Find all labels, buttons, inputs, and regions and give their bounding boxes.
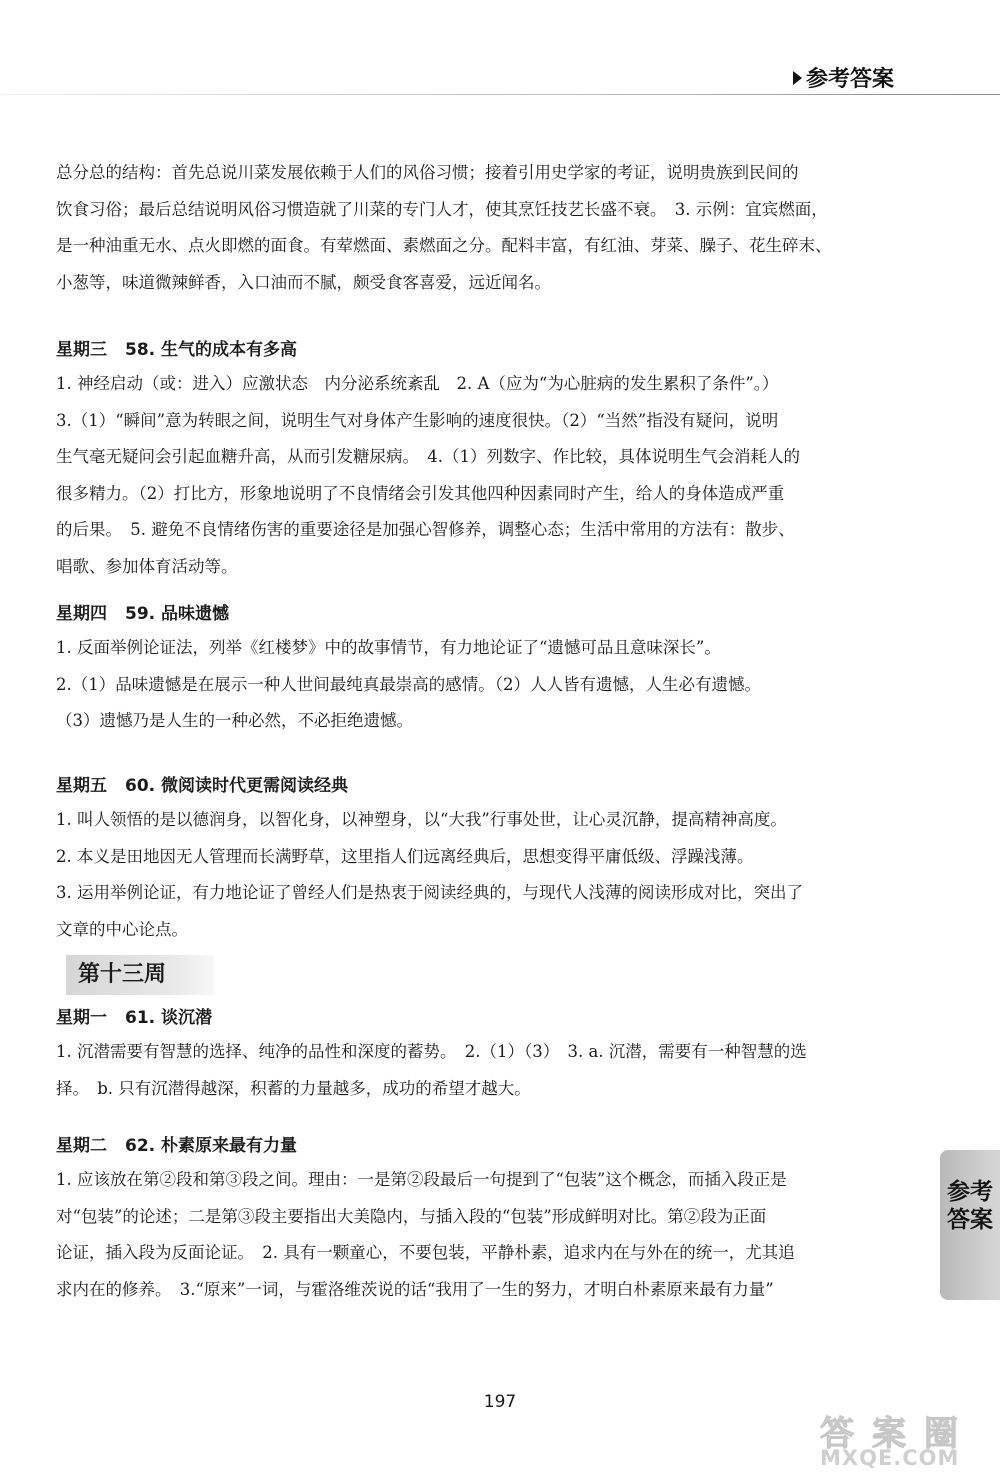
- intro-paragraph: [56, 155, 886, 301]
- text-line: （3）遗憾乃是人生的一种必然，不必拒绝遗憾。: [56, 711, 413, 730]
- section-heading: [56, 334, 886, 366]
- section-day: 星期四: [56, 604, 107, 624]
- header-tag-label: 参考答案: [805, 67, 894, 92]
- text-line: 生气毫无疑问会引起血糖升高，从而引发糖尿病。 4.（1）列数字、作比较，具体说明生气会消耗人的: [56, 447, 800, 466]
- section-day: 星期五: [56, 776, 107, 796]
- side-tab-text: 参考: [947, 1179, 993, 1205]
- text-line: 对“包装”的论述；二是第③段主要指出大美隐内，与插入段的“包装”形成鲜明对比。第②段为正面: [56, 1206, 767, 1226]
- text-line: 是一种油重无水、点火即燃的面食。有荤燃面、素燃面之分。配料丰富，有红油、芽菜、臊子、花生碎末、: [56, 236, 832, 255]
- text-line: 1. 应该放在第②段和第③段之间。理由：一是第②段最后一句提到了“包装”这个概念，而插入段正是: [56, 1170, 787, 1189]
- answer-section: [56, 598, 886, 740]
- text-line: 文章的中心论点。: [56, 919, 188, 939]
- watermark-logo: [816, 1404, 986, 1476]
- section-day: 星期三: [56, 340, 107, 360]
- watermark-char: 答: [820, 1414, 854, 1454]
- section-day: 星期二: [56, 1136, 107, 1156]
- text-line: 1. 叫人领悟的是以德润身，以智化身，以神塑身，以“大我”行事处世，让心灵沉静，提高精神高度。: [56, 810, 787, 829]
- text-line: 唱歌、参加体育活动等。: [56, 556, 238, 576]
- text-line: 总分总的结构：首先总说川菜发展依赖于人们的风俗习惯；接着引用史学家的考证，说明贵族到民间的: [56, 163, 799, 182]
- text-line: 小葱等，味道微辣鲜香，入口油而不腻，颇受食客喜爱，远近闻名。: [56, 272, 551, 292]
- answer-section: [56, 1002, 886, 1107]
- section-heading: [56, 1002, 886, 1034]
- text-line: 2. 本义是田地因无人管理而长满野草，这里指人们远离经典后，思想变得平庸低级、浮躁浅薄。: [56, 846, 754, 866]
- text-line: 1. 反面举例论证法，列举《红楼梦》中的故事情节，有力地论证了“遗憾可品且意味深长”。: [56, 638, 721, 657]
- answer-section: [56, 334, 886, 585]
- text-line: 1. 沉潜需要有智慧的选择、纯净的品性和深度的蓄势。 2.（1）（3） 3. a. 沉潜，需要有一种智慧的选: [56, 1042, 807, 1061]
- week-title: 第十三周: [66, 955, 214, 995]
- text-line: 2.（1）品味遗憾是在展示一种人世间最纯真最崇高的感情。（2）人人皆有遗憾，人生必有遗憾。: [56, 674, 761, 694]
- header-divider: [0, 94, 1000, 95]
- watermark-char: 案: [872, 1414, 906, 1454]
- text-line: 3.（1）“瞬间”意为转眼之间，说明生气对身体产生影响的速度很快。（2）“当然”指没有疑问，说明: [56, 410, 779, 430]
- text-line: 择。 b. 只有沉潜得越深，积蓄的力量越多，成功的希望才越大。: [56, 1078, 531, 1098]
- watermark-char: 圈: [924, 1414, 958, 1454]
- text-line: 饮食习俗；最后总结说明风俗习惯造就了川菜的专门人才，使其烹饪技艺长盛不衰。 3. 示例：宜宾燃面，: [56, 199, 828, 219]
- section-day: 星期一: [56, 1008, 107, 1028]
- answer-section: [56, 770, 886, 948]
- triangle-bullet-icon: [793, 71, 802, 85]
- section-heading: [56, 1130, 886, 1162]
- watermark-url: MXQE.COM: [820, 1446, 960, 1470]
- section-title: 62. 朴素原来最有力量: [125, 1136, 298, 1156]
- text-line: 求内在的修养。 3.“原来”一词，与霍洛维茨说的话“我用了一生的努力，才明白朴素原来最有力量”: [56, 1279, 774, 1299]
- text-line: 很多精力。（2）打比方，形象地说明了不良情绪会引发其他四种因素同时产生，给人的身体造成严重: [56, 483, 785, 503]
- header-section-tag: [793, 62, 894, 93]
- text-line: 1. 神经启动（或：进入）应激状态 内分泌系统紊乱 2. A（应为“为心脏病的发生累积了条件”。）: [56, 374, 779, 393]
- section-heading: [56, 598, 886, 630]
- text-line: 3. 运用举例论证，有力地论证了曾经人们是热衷于阅读经典的，与现代人浅薄的阅读形成对比，突出了: [56, 883, 803, 902]
- page-number: 197: [483, 1392, 517, 1412]
- section-title: 59. 品味遗憾: [125, 604, 230, 624]
- answer-section: [56, 1130, 886, 1308]
- section-heading: [56, 770, 886, 802]
- side-tab-label: [946, 1178, 994, 1234]
- side-tab-text: 答案: [947, 1207, 993, 1233]
- section-title: 60. 微阅读时代更需阅读经典: [125, 776, 349, 796]
- text-line: 论证，插入段为反面论证。 2. 具有一颗童心，不要包装，平静朴素，追求内在与外在的统一，尤其追: [56, 1243, 795, 1262]
- section-title: 61. 谈沉潜: [125, 1008, 213, 1028]
- text-line: 的后果。 5. 避免不良情绪伤害的重要途径是加强心智修养，调整心态；生活中常用的方法有：散步、: [56, 520, 795, 539]
- section-title: 58. 生气的成本有多高: [125, 340, 298, 360]
